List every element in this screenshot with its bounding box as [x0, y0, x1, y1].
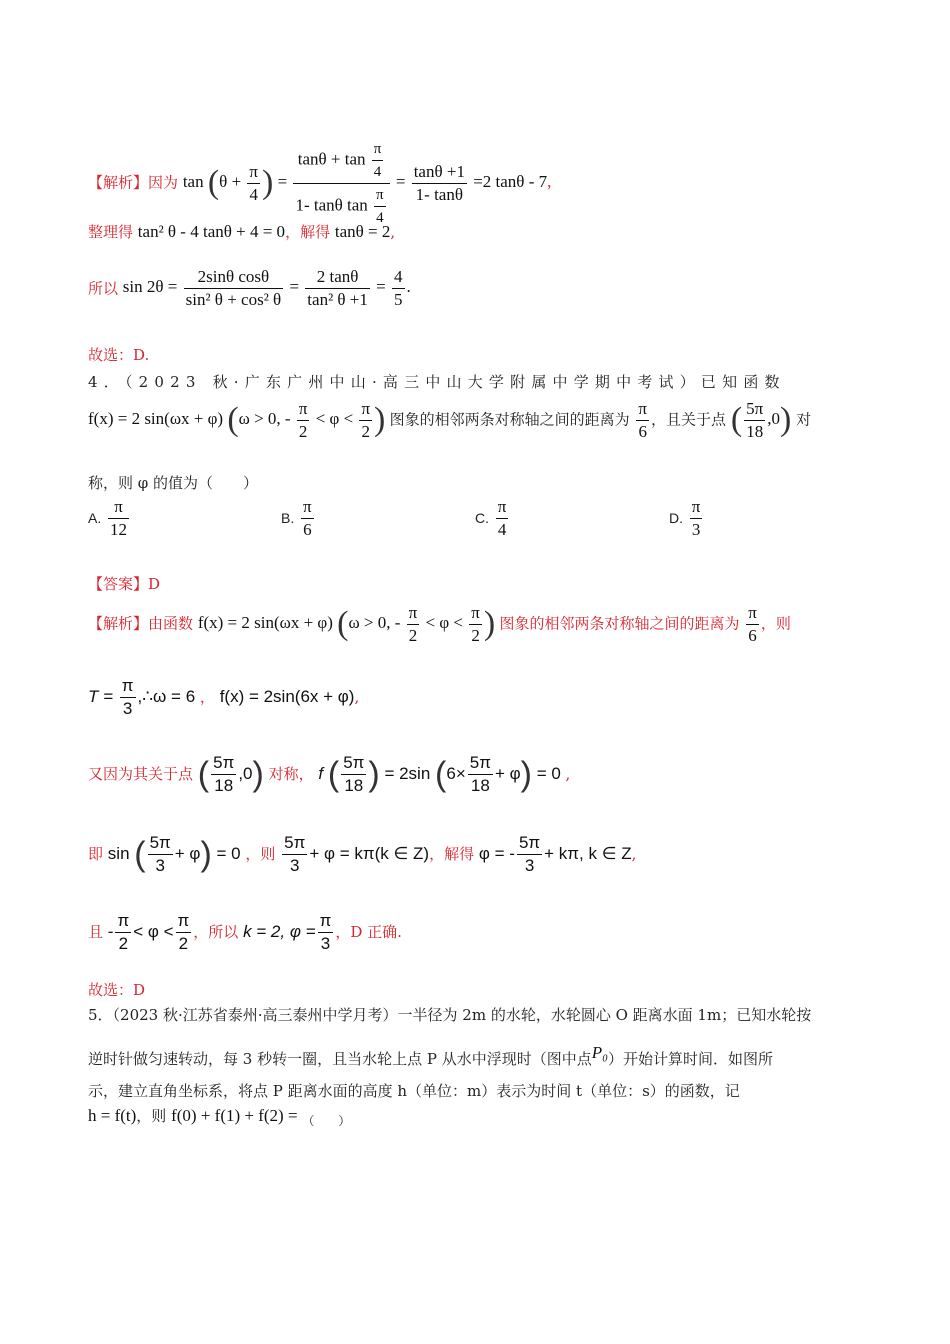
q5-line1: 5．（2023 秋·江苏省泰州·高三泰州中学月考）一半径为 2m 的水轮，水轮圆心 O 距离水面 1m；已知水轮按 — [88, 1006, 812, 1024]
q4-function: f(x) = 2 sin(ωx + φ) (ω > 0, - $\frac{\pi}{2}$ < φ < $\frac{\pi}{2}$ ) — [88, 399, 386, 441]
equation-tan-value: tanθ = 2 — [334, 222, 391, 241]
equation-tan-sum: tan (θ + $\frac{\pi}{4}$ ) = tanθ + tan $\frac{\pi}{4}$ 1- tanθ tan $\frac{\pi}{4}$ = $\frac{\tan\theta +1}{1- \tan\theta}$ =2 tanθ - 7, — [183, 172, 552, 191]
prev-choice: 故选：D. — [88, 346, 150, 364]
q5-line2: 逆时针做匀速转动，每 3 秒转一圈，且当水轮上点 P 从水中浮现时（图中点P₀）开始计算时间．如图所 — [88, 1043, 774, 1068]
q4-analysis-line3: 又因为其关于点 ( $\frac{5\pi}{18}$ ,0) 对称， f ( $\frac{5\pi}{18}$ ) = 2sin (6× $\frac{5\pi}{18}$ + φ) = 0 , — [88, 753, 571, 795]
equation-sin2theta: sin 2θ = $\frac{\text{2sinθ cosθ}}{\text{sin² θ + cos² θ}}$ = $\frac{2 \tan\theta}{\text{tan² θ +1}}$ = $\frac{4}{5}$ . — [122, 267, 411, 309]
q4-answer: 【答案】D — [88, 575, 161, 593]
prev-solution-line2: 整理得 tan² θ - 4 tanθ + 4 = 0，解得 tanθ = 2, — [88, 222, 396, 241]
equation-quadratic: tan² θ - 4 tanθ + 4 = 0 — [137, 222, 286, 241]
option-b[interactable]: B. $\frac{\pi}{6}$ — [281, 497, 312, 539]
prev-solution-line3: 所以 sin 2θ = $\frac{\text{2sinθ cosθ}}{\text{sin² θ + cos² θ}}$ = $\frac{2 \tan\theta}{\text{tan² θ +1}}$ = $\frac{4}{5}$ . — [88, 267, 411, 309]
option-c[interactable]: C. $\frac{\pi}{4}$ — [475, 497, 507, 539]
option-a[interactable]: A. $\frac{\pi}{12}$ — [88, 497, 128, 539]
q4-line2: 称，则 φ 的值为（ ） — [88, 474, 259, 492]
q4-header: 4．（2023 秋·广东广州中山·高三中山大学附属中学期中考试）已知函数 — [88, 373, 786, 391]
q4-analysis-line4: 即 sin ( $\frac{5\pi}{3}$ + φ) = 0 ，则 $\frac{5\pi}{3}$ + φ = kπ(k ∈ Z)，解得 φ = - $\frac{5\pi}{3}$ + kπ, k ∈ Z, — [88, 833, 637, 875]
q4-function-line: f(x) = 2 sin(ωx + φ) (ω > 0, - $\frac{\pi}{2}$ < φ < $\frac{\pi}{2}$ ) 图象的相邻两条对称轴之间的距离为 $\frac{\pi}{6}$ ，且关于点 ( $\frac{5\pi}{18}$ ,0) 对 — [88, 399, 812, 441]
q4-analysis-line5: 且 - $\frac{\pi}{2}$ < φ < $\frac{\pi}{2}$ ，所以 k = 2, φ = $\frac{\pi}{3}$ ，D 正确. — [88, 911, 402, 953]
option-d[interactable]: D. $\frac{\pi}{3}$ — [669, 497, 701, 539]
prev-solution-line1: 【解析】因为 tan (θ + $\frac{\pi}{4}$ ) = tanθ + tan $\frac{\pi}{4}$ 1- tanθ tan $\frac{\pi}{4}$ = $\frac{\tan\theta +1}{1- \tan\theta}$ =2 tanθ - 7, — [88, 138, 551, 229]
q4-analysis-line2: T = $\frac{\pi}{3}$ ,∴ω = 6 ， f(x) = 2sin(6x + φ), — [88, 676, 360, 718]
q5-line3: 示，建立直角坐标系，将点 P 距离水面的高度 h（单位：m）表示为时间 t（单位：s）的函数，记 — [88, 1082, 740, 1100]
q4-options — [88, 496, 888, 546]
q4-choice: 故选：D — [88, 981, 146, 999]
q4-analysis-line1: 【解析】由函数 f(x) = 2 sin(ωx + φ) (ω > 0, - $\frac{\pi}{2}$ < φ < $\frac{\pi}{2}$ ) 图象的相邻两条对称轴之间的距离为 $\frac{\pi}{6}$ ，则 — [88, 603, 791, 645]
analysis-label: 【解析】 — [88, 173, 149, 192]
q5-line4: h = f(t)，则 f(0) + f(1) + f(2) = $_{( )}$ — [88, 1106, 351, 1128]
p0-label: P₀ — [591, 1043, 609, 1062]
